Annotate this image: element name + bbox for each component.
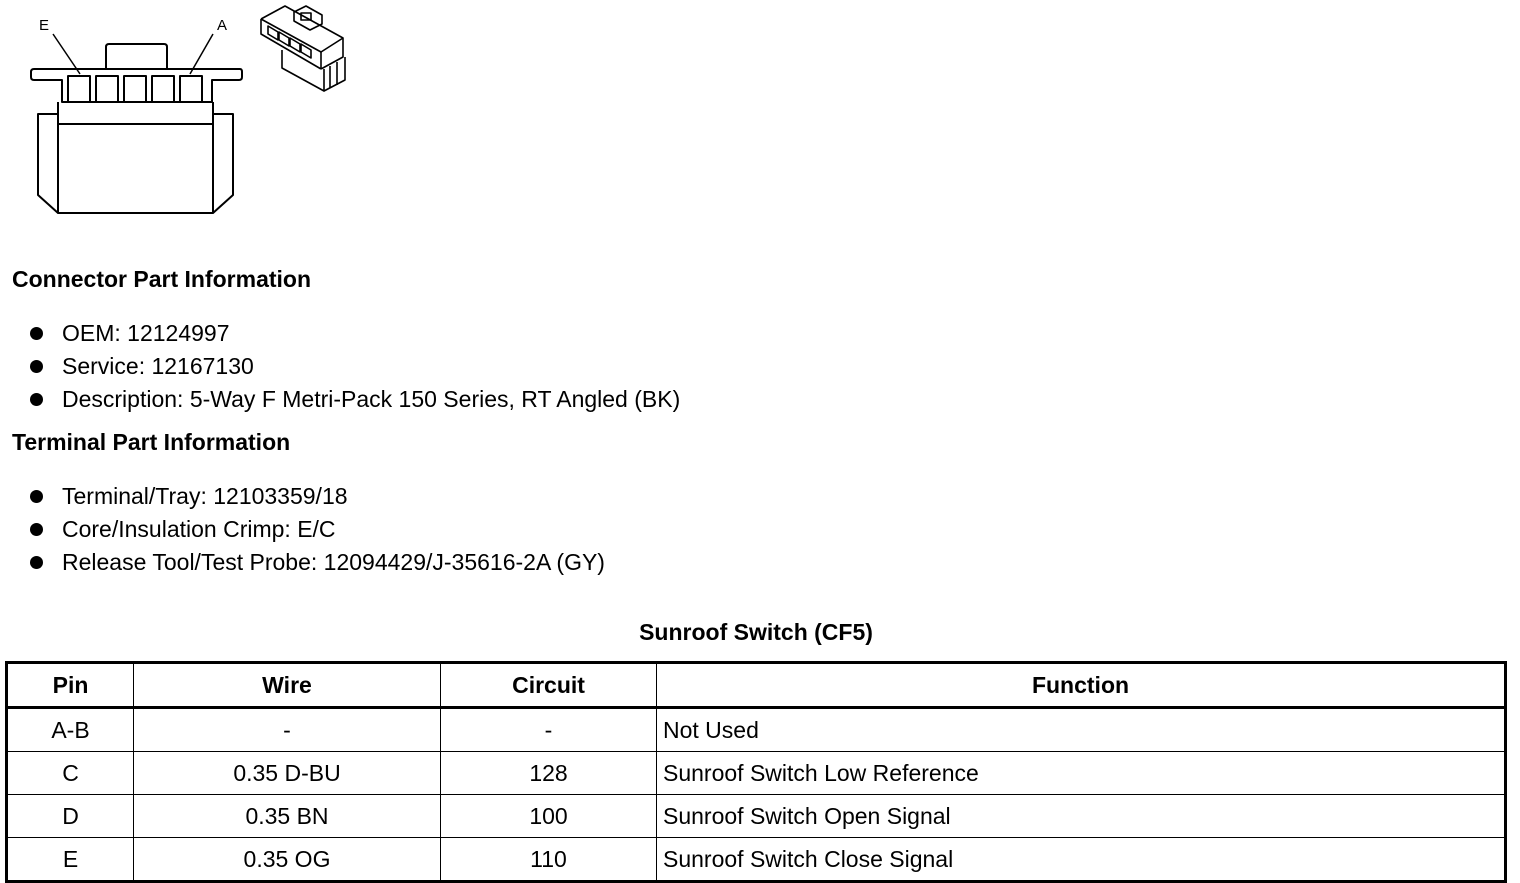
connector-info-list [28, 317, 680, 416]
cell-wire: - [134, 708, 441, 752]
cell-pin: E [7, 838, 134, 882]
connector-description: Description: 5-Way F Metri-Pack 150 Series, RT Angled (BK) [62, 386, 681, 412]
cell-function: Sunroof Switch Low Reference [657, 752, 1506, 795]
bullet-icon [30, 393, 43, 406]
list-item [28, 480, 605, 513]
list-item [28, 513, 605, 546]
table-row [7, 752, 1506, 795]
header-circuit: Circuit [441, 663, 657, 708]
pin-e-label: E [39, 17, 50, 34]
pinout-table [5, 661, 1507, 883]
header-function: Function [657, 663, 1506, 708]
table-row [7, 708, 1506, 752]
cell-pin: C [7, 752, 134, 795]
cell-function: Sunroof Switch Close Signal [657, 838, 1506, 882]
cell-wire: 0.35 OG [134, 838, 441, 882]
bullet-icon [30, 490, 43, 503]
bullet-icon [30, 523, 43, 536]
header-pin: Pin [7, 663, 134, 708]
terminal-info-heading: Terminal Part Information [12, 429, 291, 455]
connector-service: Service: 12167130 [62, 353, 254, 379]
table-row [7, 838, 1506, 882]
bullet-icon [30, 360, 43, 373]
table-row [7, 795, 1506, 838]
list-item [28, 317, 680, 350]
list-item [28, 546, 605, 579]
connector-diagram [0, 0, 380, 230]
cell-circuit: 128 [441, 752, 657, 795]
table-title: Sunroof Switch (CF5) [639, 619, 873, 645]
release-tool: Release Tool/Test Probe: 12094429/J-35616-2A (GY) [62, 549, 605, 575]
cell-wire: 0.35 BN [134, 795, 441, 838]
cell-circuit: 110 [441, 838, 657, 882]
cell-circuit: - [441, 708, 657, 752]
core-insulation-crimp: Core/Insulation Crimp: E/C [62, 516, 336, 542]
list-item [28, 350, 680, 383]
bullet-icon [30, 327, 43, 340]
cell-pin: A-B [7, 708, 134, 752]
pin-cavities [68, 76, 202, 102]
table-header-row [7, 663, 1506, 708]
header-wire: Wire [134, 663, 441, 708]
terminal-info-list [28, 480, 605, 579]
connector-info-heading: Connector Part Information [12, 266, 312, 292]
connector-face-view [31, 34, 242, 213]
cell-wire: 0.35 D-BU [134, 752, 441, 795]
cell-function: Sunroof Switch Open Signal [657, 795, 1506, 838]
cell-circuit: 100 [441, 795, 657, 838]
pin-a-label: A [217, 17, 228, 34]
connector-isometric-view [261, 6, 345, 91]
connector-oem: OEM: 12124997 [62, 320, 230, 346]
terminal-tray: Terminal/Tray: 12103359/18 [62, 483, 348, 509]
cell-pin: D [7, 795, 134, 838]
bullet-icon [30, 556, 43, 569]
cell-function: Not Used [657, 708, 1506, 752]
list-item [28, 383, 680, 416]
